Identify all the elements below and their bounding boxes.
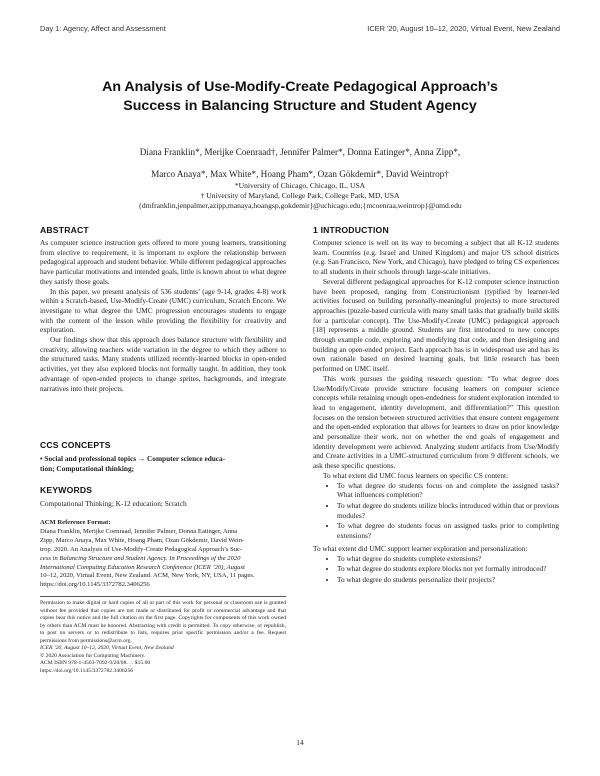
intro-paragraph: Computer science is well on its way to becoming a subject that all K-12 students learn. Countries (e.g. Israel and United Kingdom) and major US school districts (e.g. San Francisco, New York, and Chicago), have pledged to bring CS experiences to all students in their schools through large-scale initiatives.: [313, 238, 560, 277]
permission-copyright: © 2020 Association for Computing Machinery.: [40, 652, 146, 659]
list-item: • To what degree do students focus on and complete the assigned tasks? What influences completion?: [337, 481, 559, 500]
permission-block: [40, 600, 286, 675]
acm-reference-line: Diana Franklin, Merijke Coenraad, Jennifer Palmer, Donna Eatinger, Anna: [40, 527, 238, 535]
list-item: • To what degree do students personalize their projects?: [337, 575, 559, 585]
author-line: Diana Franklin*, Merijke Coenraad†, Jennifer Palmer*, Donna Eatinger*, Anna Zipp*,: [139, 147, 461, 157]
footnote-divider: [40, 596, 286, 597]
introduction-heading: 1 INTRODUCTION: [313, 225, 389, 235]
running-header-right: ICER '20, August 10–12, 2020, Virtual Event, New Zealand: [367, 24, 560, 33]
permission-doi: https://doi.org/10.1145/3372782.3406256: [40, 667, 134, 674]
affiliation-maryland: † University of Maryland, College Park, College Park, MD, USA: [200, 191, 400, 200]
page-number: 14: [296, 738, 304, 747]
list-item: • To what degree do students utilize blocks introduced within that or previous modules?: [337, 501, 559, 520]
abstract-heading: ABSTRACT: [40, 225, 89, 235]
author-line: Marco Anaya*, Max White*, Hoang Pham*, Ozan Gökdemir*, David Weintrop†: [151, 169, 449, 179]
acm-reference-line: trop. 2020. An Analysis of Use-Modify-Create Pedagogical Approach’s Suc-: [40, 545, 243, 553]
acm-reference-line: cess in Balancing Structure and Student Agency. In Proceedings of the 2020: [40, 554, 241, 562]
ccs-concepts: [40, 454, 225, 473]
ccs-line: tion; Computational thinking;: [40, 463, 135, 473]
question-list: [313, 481, 559, 541]
question-list: [313, 554, 559, 585]
keywords-heading: KEYWORDS: [40, 485, 93, 495]
title-line: An Analysis of Use-Modify-Create Pedagogical Approach’s: [102, 79, 498, 95]
list-item: • To what degree do students explore blocks not yet formally introduced?: [337, 564, 559, 574]
paper-title: [40, 78, 560, 116]
abstract-paragraph: In this paper, we present analysis of 536 students’ (age 9-14, grades 4-8) work within a Scratch-based, Use-Modify-Create (UMC) curriculum, Scratch Encore. We investigate to what degree the UMC progression encourages students to engage with the content of the lesson while providing the flexibility for creativity and exploration.: [40, 286, 286, 335]
introduction-body: [313, 238, 559, 586]
permission-text: Permission to make digital or hard copies of all or part of this work for personal or classroom use is granted without fee provided that copies are not made or distributed for profit or commercial advantage and that copies bear this notice and the full citation on the first page. Copyrights for components of this work owned by others than ACM must be honored. Abstracting with credit is permitted. To copy otherwise, or republish, to post on servers or to redistribute to lists, requires prior specific permission and/or a fee. Request permissions from permissions@acm.org.: [40, 600, 286, 644]
author-emails: {dmfranklin,jenpalmer,azipp,manaya,hoangsp,gokdemir}@uchicago.edu;{mcoenraa,weintrop}@umd.edu: [138, 201, 462, 210]
intro-paragraph: This work pursues the guiding research question: “To what degree does Use/Modify/Create provide structure focusing learners on computer science concepts while retaining enough open-endedness for student exploration intended to lead to engagement, identity development, and differentiation?” This question focuses on the tension between structured activities that ensure content engagement and the open-ended exploration that allows for learners to draw on prior knowledge and personalize their work, not on whether the end goals of engagement and identity development were achieved. Analyzing student artifacts from Use/Modify and Create activities in a UMC-structured curriculum from 9 different schools, we ask these specific questions.: [313, 373, 559, 471]
acm-reference-label: ACM Reference Format:: [40, 519, 111, 526]
list-item: • To what degree do students complete extensions?: [337, 554, 559, 564]
abstract-paragraph: Our findings show that this approach does balance structure with flexibility and creativity, allowing teachers wide variation in the degree to which they adhere to the structured tasks. Many students utilized recently-learned blocks in open-ended activities, yet they also explored blocks not formally taught. In addition, they took advantage of open-ended projects to change sprites, backgrounds, and integrate narratives into their projects.: [40, 335, 286, 393]
ccs-line: Social and professional topics → Computer science educa-: [44, 454, 226, 463]
list-item: • To what degree do students focus on assigned tasks prior to completing extensions?: [337, 521, 559, 540]
ccs-bullet: •: [40, 454, 43, 463]
affiliations: [40, 181, 560, 211]
acm-reference-format: [40, 519, 286, 590]
research-question: To what extent did UMC support learner exploration and personalization:: [313, 543, 528, 553]
ccs-heading: CCS CONCEPTS: [40, 440, 111, 450]
abstract-paragraph: As computer science instruction gets offered to more young learners, transitioning from elective to requirement, it is important to explore the relationship between pedagogical approach and student behavior. While different pedagogical approaches have particular motivations and intended goals, little is known about to what degree they satisfy those goals.: [40, 238, 286, 286]
title-line: Success in Balancing Structure and Student Agency: [123, 98, 477, 114]
acm-reference-doi: https://doi.org/10.1145/3372782.3406256: [40, 581, 150, 589]
intro-paragraph: Several different pedagogical approaches for K-12 computer science instruction have been proposed, ranging from Constructionism (typified by learner-led activities focused on building personally-meaningful projects) to more structured approaches (puzzle-based curricula with many small tasks that gradually build skills for a particular concept). The Use-Modify-Create (UMC) pedagogical approach [18] represents a middle ground. Students are first introduced to new concepts through example code, exploring and modifying that code, and then designing and building an open-ended project. Each approach has is in widespread use and has its own rationale based on desired learning goals, but little research has been performed on UMC itself.: [313, 276, 559, 374]
abstract-body: [40, 238, 286, 393]
keywords-text: Computational Thinking; K-12 education; Scratch: [40, 499, 187, 508]
research-question: To what extent did UMC focus learners on specific CS content:: [323, 470, 509, 480]
permission-venue: ICER ’20, August 10–12, 2020, Virtual Event, New Zealand: [40, 645, 174, 651]
affiliation-chicago: *University of Chicago, Chicago, IL, USA: [234, 181, 366, 190]
acm-reference-line: Zipp, Marco Anaya, Max White, Hoang Pham, Ozan Gökdemir, David Wein-: [40, 536, 245, 544]
acm-reference-line: 10–12, 2020, Virtual Event, New Zealand. ACM, New York, NY, USA, 11 pages.: [40, 572, 255, 580]
acm-reference-line: International Computing Education Research Conference (ICER ’20), August: [40, 563, 245, 571]
running-header-left: Day 1: Agency, Affect and Assessment: [40, 24, 166, 33]
permission-isbn: ACM ISBN 978-1-4503-7092-9/20/08. . . $15.00: [40, 660, 151, 666]
